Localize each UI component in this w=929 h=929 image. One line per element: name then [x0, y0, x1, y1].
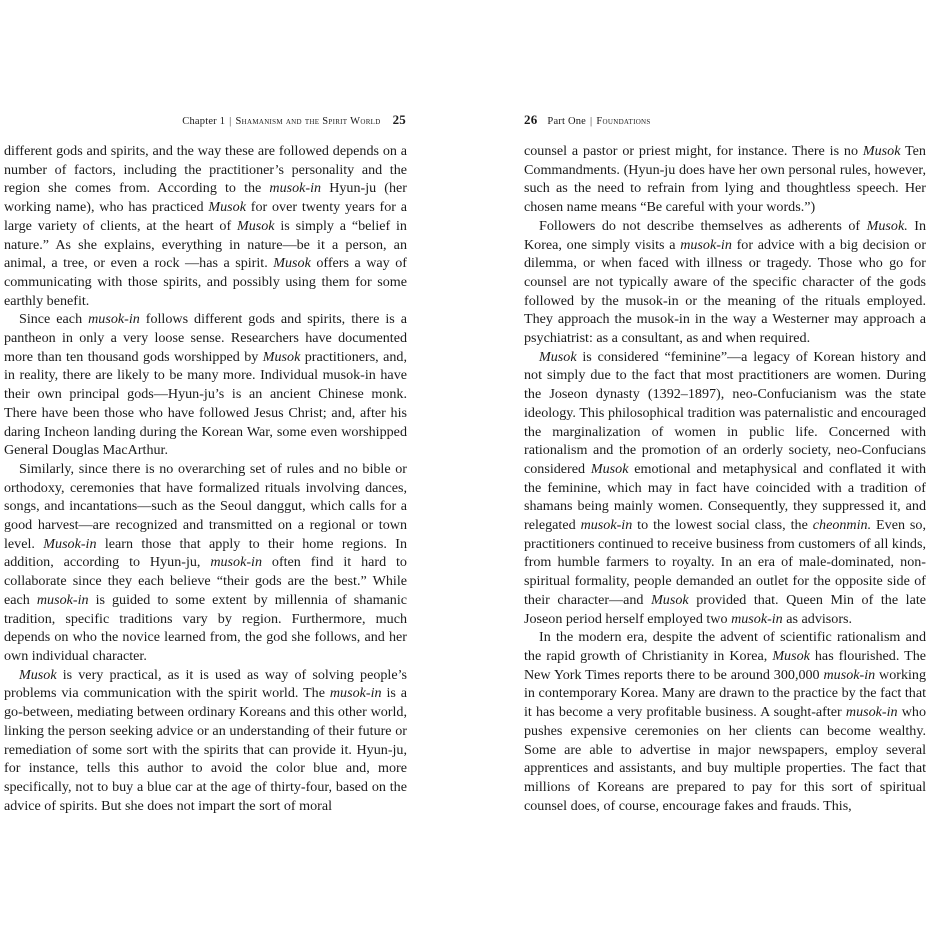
text-run: is a go-between, mediating between ordinary Koreans and this other world, linking the person seeking advice or an understanding of their future or remediation of some sort with the spirits that can provide it. Hyun-ju, for instance, tells this author to avoid the color blue and, more specifically, not to buy a blue car at the age of thirty-four, based on the advice of spirits. But she does not impart the sort of moral — [4, 685, 408, 814]
paragraph — [524, 217, 926, 348]
italic-term: Musok — [862, 143, 901, 159]
page-number: 26 — [524, 112, 538, 127]
italic-term: Musok-in — [43, 535, 97, 552]
text-run: is simply a “belief in nature.” As she explains, everything in nature—be it a person, an animal, a tree, or even a rock —has a spirit. — [4, 217, 407, 272]
text-run: is guided to some extent by millennia of shamanic tradition, specific traditions vary by region. Furthermore, much depends on who the novice learned from, the god she follows, and her own individual character. — [4, 591, 408, 664]
italic-term: musok-in — [731, 610, 783, 627]
text-run: Similarly, since there is no overarching set of rules and no bible or orthodoxy, ceremonies that have formalized rituals involving dances, songs, and incantations—such as the Seoul danggut, which calls for a good harvest—are recognized and transmitted on a regional or town level. — [4, 460, 407, 552]
header-separator: | — [229, 116, 232, 127]
left-page — [0, 0, 464, 929]
text-run: emotional and metaphysical and conflated it with the feminine, which may in fact have coincided with a tradition of shamans being mainly women. Consequently, they suppressed it, and relegated — [524, 460, 927, 534]
text-run: as advisors. — [782, 610, 853, 627]
italic-term: Musok. — [866, 217, 908, 234]
text-run: provided that. Queen Min of the late Joseon period herself employed two — [524, 591, 927, 627]
text-run: Since each — [19, 311, 89, 328]
text-run: learn those that apply to their home regions. In addition, according to Hyun-ju, — [4, 535, 407, 571]
text-run: Even so, practitioners continued to receive business from customers of all kinds, from humble farmers to royalty. In an era of male-dominated, non-spiritual formality, people demanded an outlet for the opposite side of their character—and — [524, 517, 926, 608]
italic-term: Musok — [590, 460, 629, 477]
text-run: is considered “feminine”—a legacy of Korean history and not simply due to the fact that most practitioners are women. During the Joseon dynasty (1392–1897), neo-Confucianism was the state ideology. This philosophical tradition was paternalistic and encouraged the marginalization of women in public life. Concerned with rationalism and the promotion of an orderly society, neo-Confucians considered — [524, 348, 926, 477]
page-number: 25 — [392, 112, 406, 127]
chapter-label: Chapter 1 — [182, 116, 226, 127]
part-title: Foundations — [596, 116, 651, 127]
left-running-head — [182, 112, 406, 128]
right-running-head — [524, 112, 651, 128]
text-run: has flourished. The New York Times reports there to be around 300,000 — [524, 647, 926, 683]
right-page-body — [524, 142, 926, 815]
italic-term: musok-in — [680, 236, 732, 253]
italic-term: cheonmin. — [812, 517, 872, 534]
text-run: Followers do not describe themselves as adherents of — [539, 217, 867, 234]
italic-term: Musok — [19, 666, 57, 683]
text-run: In the modern era, despite the advent of scientific rationalism and the rapid growth of Christianity in Korea, — [524, 629, 926, 664]
text-run: Hyun-ju (her working name), who has practiced — [4, 180, 407, 216]
header-separator: | — [590, 116, 593, 127]
text-run: for over twenty years for a large variety of clients, at the heart of — [4, 199, 407, 234]
text-run: counsel a pastor or priest might, for instance. There is no — [524, 143, 863, 159]
italic-term: Musok — [539, 348, 577, 365]
text-run: working in contemporary Korea. Many are drawn to the practice by the fact that it has become a very profitable business. A sought-after — [524, 666, 927, 721]
left-page-body — [4, 142, 407, 815]
text-run: is very practical, as it is used as way of solving people’s problems via communication with the spirit world. The — [4, 666, 407, 702]
italic-term: musok-in — [210, 554, 262, 571]
italic-term: musok-in — [36, 591, 89, 608]
paragraph — [4, 666, 407, 816]
italic-term: Musok — [262, 348, 301, 365]
italic-term: musok-in — [823, 666, 876, 683]
text-run: different gods and spirits, and the way these are followed depends on a number of factors, including the practitioner’s personality and the region she comes from. According to the — [4, 143, 407, 197]
chapter-title: Shamanism and the Spirit World — [235, 116, 381, 127]
text-run: follows different gods and spirits, there is a pantheon in only a very loose sense. Researchers have documented more than ten thousand gods worshipped by — [4, 311, 407, 365]
paragraph — [524, 142, 926, 217]
text-run: who pushes expensive ceremonies on her clients can become wealthy. Some are able to advertise in major newspapers, employ several apprentices and assistants, and buy multiple properties. The fact that millions of Koreans are prepared to pay for this sort of spiritual counsel does, of course, encourage fakes and frauds. This, — [524, 704, 927, 814]
italic-term: musok-in — [269, 180, 322, 197]
text-run: offers a way of communicating with those spirits, and possibly using them for some earthly benefit. — [4, 255, 407, 309]
paragraph — [4, 460, 407, 666]
italic-term: musok-in — [845, 704, 898, 721]
paragraph — [524, 348, 926, 629]
paragraph — [4, 142, 407, 310]
italic-term: musok-in — [580, 517, 633, 534]
italic-term: Musok — [772, 647, 810, 664]
right-page — [464, 0, 929, 929]
paragraph — [4, 310, 407, 460]
italic-term: Musok — [273, 255, 311, 272]
italic-term: musok-in — [88, 311, 140, 328]
part-label: Part One — [547, 116, 587, 127]
italic-term: musok-in — [329, 685, 382, 702]
text-run: Ten Commandments. (Hyun-ju does have her own personal rules, however, such as the need to refrain from lying and thoughtless speech. Her chosen name means “Be careful with your words.”) — [524, 143, 926, 216]
italic-term: Musok — [208, 199, 246, 216]
italic-term: Musok — [236, 217, 275, 234]
text-run: for advice with a big decision or dilemma, or when faced with illness or tragedy. Those who go for counsel are not typically aware of the specific character of the gods followed by the musok-in or the meaning of the rituals employed. They approach the musok-in in the way a Westerner may approach a psychiatrist: as a consultant, as and when required. — [524, 236, 927, 347]
italic-term: Musok — [651, 591, 689, 608]
text-run: often find it hard to collaborate since they each believe “their gods are the best.” While each — [4, 554, 407, 608]
text-run: In Korea, one simply visits a — [524, 217, 927, 253]
text-run: practitioners, and, in reality, there are likely to be many more. Individual musok-in have their own principal gods—Hyun-ju’s is an ancient Chinese monk. There have been those who have followed Jesus Christ; and, after his daring Incheon landing during the Korean War, some even worshipped General Douglas MacArthur. — [4, 348, 408, 459]
paragraph — [524, 628, 926, 815]
text-run: to the lowest social class, the — [632, 517, 813, 534]
